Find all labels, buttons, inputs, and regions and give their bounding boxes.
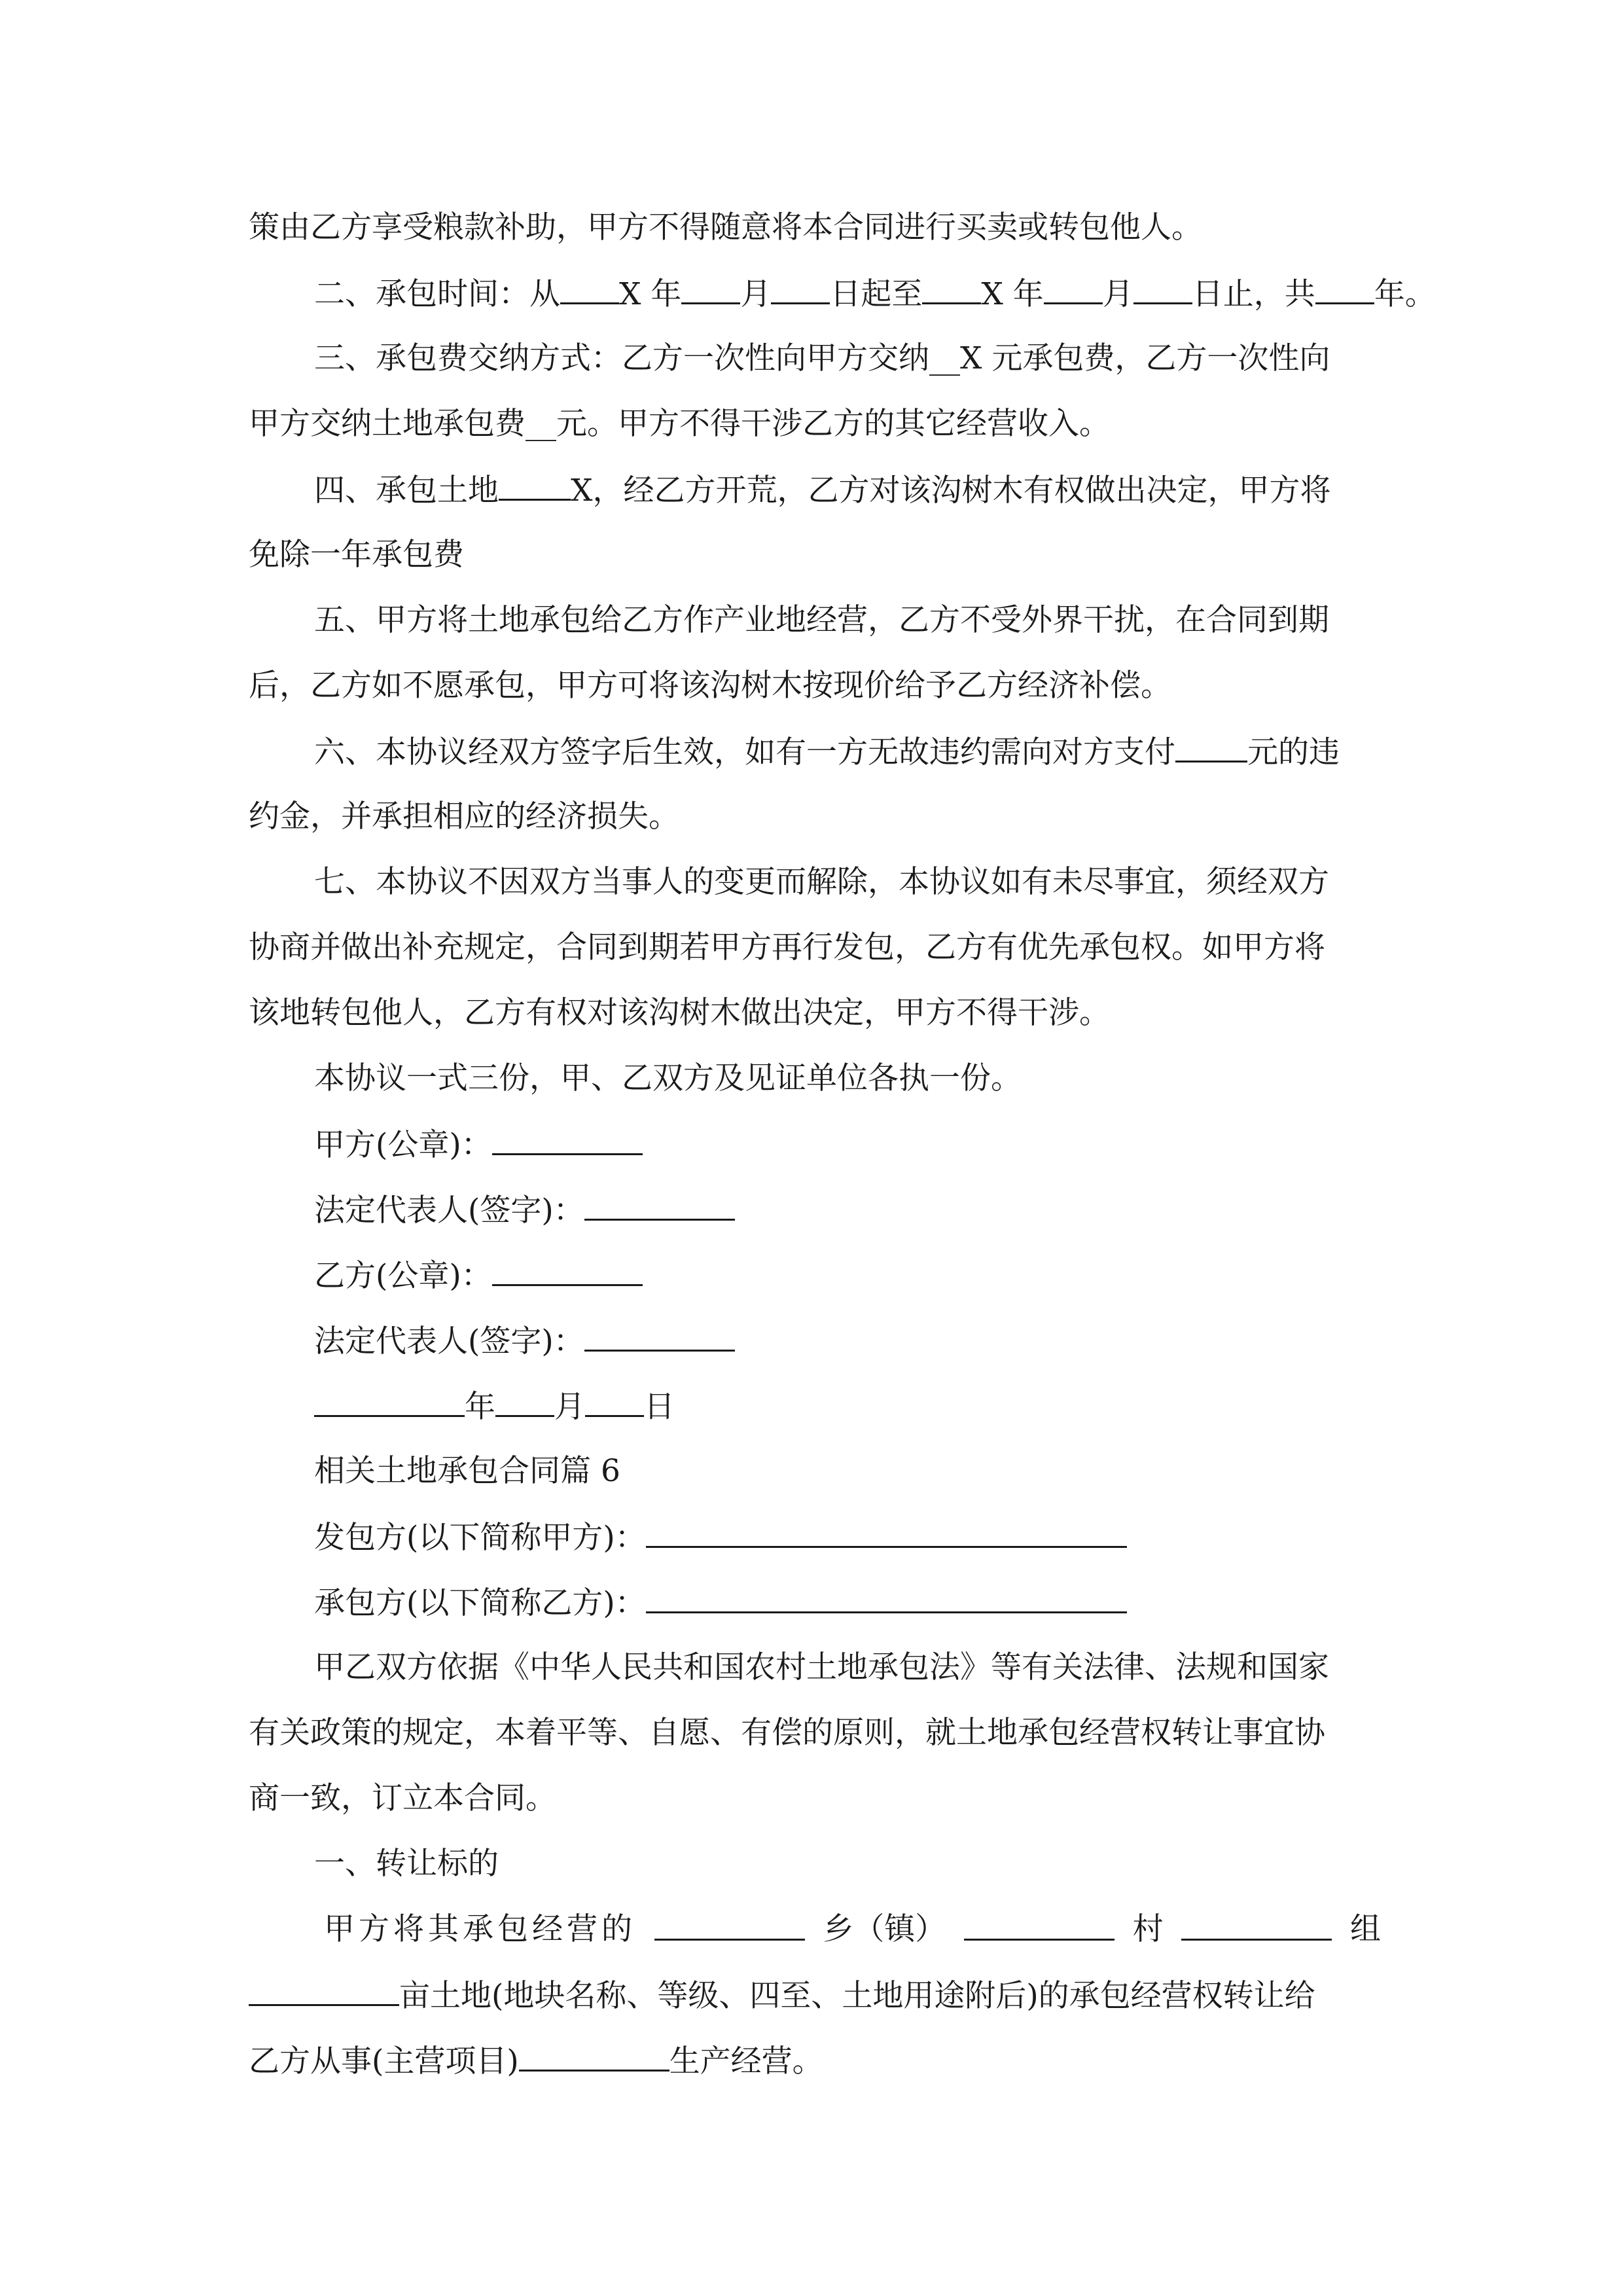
clause-title: 一、转让标的 (314, 1846, 499, 1882)
text-segment: 亩土地(地块名称、等级、四至、土地用途附后)的承包经营权转让给 (399, 1978, 1315, 2014)
text-segment: X 年 (619, 276, 682, 312)
paragraph-line: 甲乙双方依据《中华人民共和国农村土地承包法》等有关法律、法规和国家 (314, 1649, 1329, 1685)
paragraph-line: 五、甲方将土地承包给乙方作产业地经营，乙方不受外界干扰，在合同到期 (314, 602, 1329, 638)
text-segment: 日起至 (830, 276, 923, 312)
transfer-purpose-line (249, 2041, 1381, 2080)
signature-blank (584, 1190, 735, 1221)
text-segment: 月 (740, 276, 772, 312)
paragraph-line: 协商并做出补充规定，合同到期若甲方再行发包，乙方有优先承包权。如甲方将 (249, 929, 1325, 965)
text-segment: 六、本协议经双方签字后生效，如有一方无故违约需向对方支付 (314, 734, 1175, 770)
blank-field (922, 274, 981, 304)
text-segment: 村 (1132, 1911, 1164, 1947)
transfer-location-line (324, 1910, 1381, 1949)
signature-blank (584, 1321, 735, 1352)
text-segment: 日止，共 (1192, 276, 1315, 312)
text-segment: 组 (1349, 1911, 1381, 1947)
contractor-blank (646, 1517, 1127, 1548)
blank-field (771, 274, 830, 304)
day-blank (585, 1386, 644, 1417)
text-segment: 年。 (1374, 276, 1436, 312)
paragraph-line: 后，乙方如不愿承包，甲方可将该沟树木按现价给予乙方经济补偿。 (249, 668, 1171, 704)
contractor-label: 发包方(以下简称甲方)： (314, 1520, 646, 1556)
blank-field (681, 274, 740, 304)
text-segment: X，经乙方开荒，乙方对该沟树木有权做出决定，甲方将 (571, 473, 1331, 509)
penalty-clause-line (314, 732, 1381, 771)
text-segment: 生产经营。 (669, 2043, 823, 2079)
signature-label: 甲方(公章)： (314, 1127, 492, 1163)
text-segment: X 年 (981, 276, 1044, 312)
land-clause-line (314, 470, 1381, 509)
signature-blank (492, 1124, 643, 1155)
blank-field (1044, 274, 1103, 304)
text-segment: 二、承包时间：从 (314, 276, 560, 312)
paragraph-line: 商一致，订立本合同。 (249, 1780, 556, 1816)
section-title: 相关土地承包合同篇 6 (314, 1453, 620, 1489)
blank-field (560, 274, 619, 304)
text-segment: 四、承包土地 (314, 473, 499, 509)
paragraph-line: 本协议一式三份，甲、乙双方及见证单位各执一份。 (314, 1060, 1022, 1096)
blank-field (1175, 732, 1247, 762)
blank-field (499, 470, 571, 501)
date-line (314, 1386, 1381, 1426)
signature-label: 乙方(公章)： (314, 1258, 492, 1294)
party-a-rep-line (314, 1190, 1381, 1229)
blank-field (1133, 274, 1192, 304)
signature-blank (492, 1255, 643, 1286)
blank-field (1315, 274, 1374, 304)
paragraph-line: 免除一年承包费 (249, 537, 464, 573)
text-segment: 月 (1102, 276, 1133, 312)
month-blank (495, 1386, 554, 1417)
text-segment: 乙方从事(主营项目) (249, 2043, 519, 2079)
signature-label: 法定代表人(签字)： (314, 1323, 584, 1359)
text-segment: 甲方将其承包经营的 (324, 1911, 636, 1947)
transfer-area-line (249, 1975, 1381, 2015)
date-month: 月 (554, 1389, 585, 1425)
paragraph-line: 该地转包他人，乙方有权对该沟树木做出决定，甲方不得干涉。 (249, 995, 1110, 1031)
text-segment: 元的违 (1247, 734, 1340, 770)
paragraph-line: 有关政策的规定，本着平等、自愿、有偿的原则，就土地承包经营权转让事宜协 (249, 1715, 1325, 1751)
paragraph-line: 三、承包费交纳方式：乙方一次性向甲方交纳__X 元承包费，乙方一次性向 (314, 340, 1330, 376)
blank-field (249, 1975, 399, 2006)
contractee-label: 承包方(以下简称乙方)： (314, 1585, 646, 1621)
paragraph-line: 甲方交纳土地承包费__元。甲方不得干涉乙方的其它经营收入。 (249, 406, 1110, 442)
blank-field (654, 1910, 805, 1941)
blank-field (964, 1910, 1115, 1941)
text-segment: 乡（镇） (823, 1911, 946, 1947)
date-year: 年 (465, 1389, 495, 1425)
party-b-rep-line (314, 1321, 1381, 1360)
party-b-seal-line (314, 1255, 1381, 1295)
year-blank (314, 1386, 465, 1417)
blank-field (519, 2041, 669, 2072)
party-a-seal-line (314, 1124, 1381, 1164)
contractee-line (314, 1583, 1381, 1622)
date-day: 日 (644, 1389, 675, 1425)
contract-term-line (314, 274, 1436, 313)
paragraph-line: 策由乙方享受粮款补助，甲方不得随意将本合同进行买卖或转包他人。 (249, 209, 1202, 245)
paragraph-line: 七、本协议不因双方当事人的变更而解除，本协议如有未尽事宜，须经双方 (314, 864, 1329, 900)
signature-label: 法定代表人(签字)： (314, 1193, 584, 1229)
paragraph-line: 约金，并承担相应的经济损失。 (249, 798, 679, 834)
contractee-blank (646, 1583, 1127, 1613)
blank-field (1181, 1910, 1332, 1941)
contractor-line (314, 1517, 1381, 1556)
